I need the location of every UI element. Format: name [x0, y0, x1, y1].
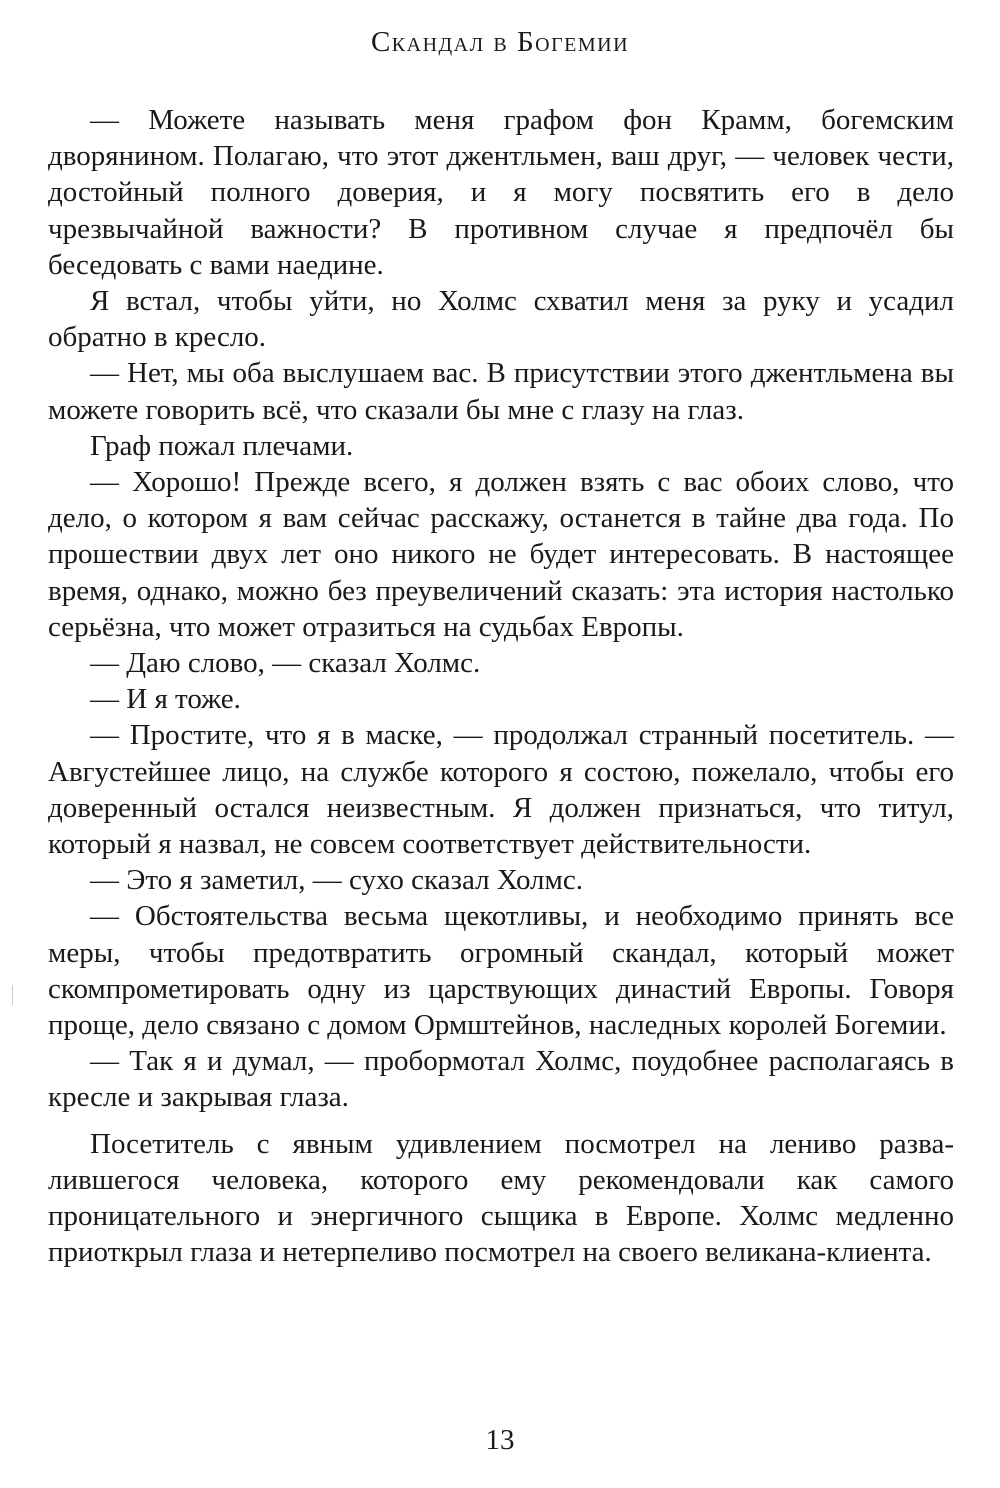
body-text [48, 102, 954, 1271]
margin-mark [12, 985, 13, 1005]
paragraph: — Обстоятельства весьма щекотливы, и необходимо принять все меры, чтобы предотвратить огромный скандал, который может скомпрометировать одну из царствующих династий Европы. Говоря проще, дело связано с домом Ормштейнов, наследных королей Богемии. [48, 900, 954, 1042]
paragraph: — Даю слово, — сказал Холмс. [90, 647, 481, 680]
paragraph: — И я тоже. [90, 683, 241, 716]
paragraph: Граф пожал плечами. [90, 429, 354, 462]
page-number: 13 [485, 1424, 515, 1456]
paragraph: Я встал, чтобы уйти, но Холмс схватил меня за руку и усадил обратно в кресло. [48, 285, 954, 354]
paragraph: — Так я и думал, — пробормотал Холмс, поудобнее располагаясь в кресле и закрывая глаза. [48, 1045, 954, 1114]
paragraph: — Это я заметил, — сухо сказал Холмс. [90, 864, 583, 897]
paragraph: — Нет, мы оба выслушаем вас. В присутствии этого джентльмена вы можете говорить всё, что сказали бы мне с глазу на глаз. [48, 357, 954, 426]
paragraph: — Хорошо! Прежде всего, я должен взять с вас обоих слово, что дело, о котором я вам сейчас расскажу, останется в тайне два года. По прошествии двух лет оно никого не будет интересовать. В настоящее время, однако, можно без преувеличений сказать: эта история настолько серьёзна, что может отразиться на судьбах Европы. [48, 466, 954, 643]
running-head: Скандал в Богемии [370, 26, 630, 58]
paragraph: — Можете называть меня графом фон Крамм, богемским дворянином. Полагаю, что этот джентльмен, ваш друг, — человек чести, достойный полного доверия, и я могу посвятить его в дело чрезвычайной важности? В противном случае я предпочёл бы беседовать с вами наедине. [48, 104, 954, 281]
paragraph: Посетитель с явным удивлением посмотрел на лениво развалившегося человека, которого ему рекомендовали как самого проницательного и энергичного сыщика в Европе. Холмс медленно приоткрыл глаза и нетерпеливо посмотрел на своего великана-клиента. [48, 1127, 954, 1269]
paragraph: — Простите, что я в маске, — продолжал странный посетитель. — Августейшее лицо, на службе которого я состою, пожелало, чтобы его доверенный остался неизвестным. Я должен признаться, что титул, который я назвал, не совсем соответствует действительности. [48, 719, 954, 861]
